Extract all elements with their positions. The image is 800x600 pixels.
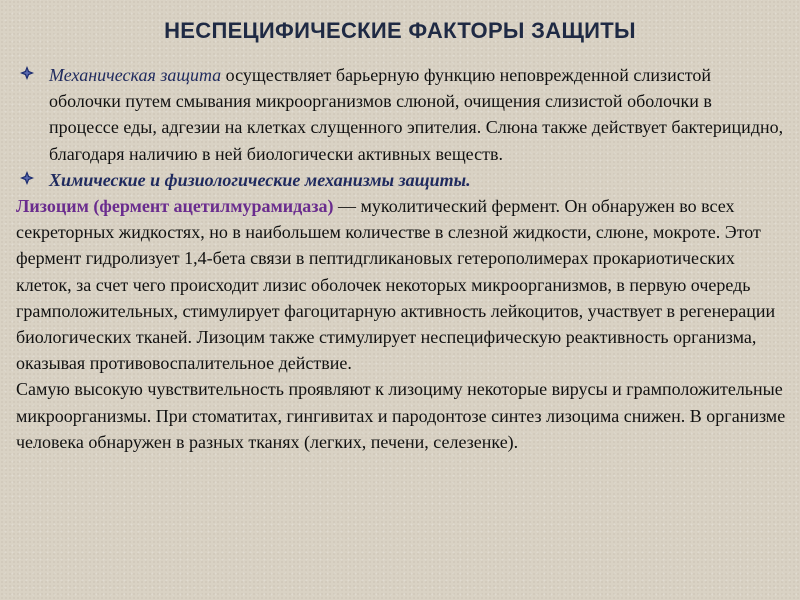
slide-title: НЕСПЕЦИФИЧЕСКИЕ ФАКТОРЫ ЗАЩИТЫ <box>164 18 636 43</box>
slide-content <box>16 62 786 455</box>
mechanical-protection-term: Механическая защита <box>49 65 222 85</box>
diamond-bullet-icon <box>20 171 34 185</box>
lysozyme-term: Лизоцим (фермент ацетилмурамидаза) <box>16 196 334 217</box>
lysozyme-text: — муколитический фермент. Он обнаружен во всех секреторных жидкостях, но в наибольшем количестве в слезной жидкости, слюне, мокроте. Этот фермент гидролизует 1,4-бета связи в пептидгликановых гетерополимерах прокариотических клеток, за счет чего происходит лизис оболочек некоторых микроорганизмов, в первую очередь грамположительных, стимулирует фагоцитарную активность лейкоцитов, участвует в регенерации биологических тканей. Лизоцим также стимулирует неспецифическую реактивность организма, оказывая противовоспалительное действие. <box>16 196 776 374</box>
chemical-mechanisms-heading: Химические и физиологические механизмы защиты. <box>49 169 471 190</box>
mechanical-protection-text: осуществляет барьерную функцию неповрежденной слизистой оболочки путем смывания микроорганизмов слюной, очищения слизистой оболочки в процессе еды, адгезии на клетках слущенного эпителия. Слюна также действует бактерицидно, благодаря наличию в ней биологически активных веществ. <box>49 65 784 164</box>
bullet-chemical-mechanisms <box>16 167 786 193</box>
diamond-bullet-icon <box>20 66 34 80</box>
sensitivity-paragraph: Самую высокую чувствительность проявляют к лизоциму некоторые вирусы и грамположительные микроорганизмы. При стоматитах, гингивитах и пародонтозе синтез лизоцима снижен. В организме человека обнаружен в разных тканях (легких, печени, селезенке). <box>16 379 786 452</box>
lysozyme-paragraph <box>16 193 786 376</box>
bullet-mechanical-protection <box>16 62 786 167</box>
